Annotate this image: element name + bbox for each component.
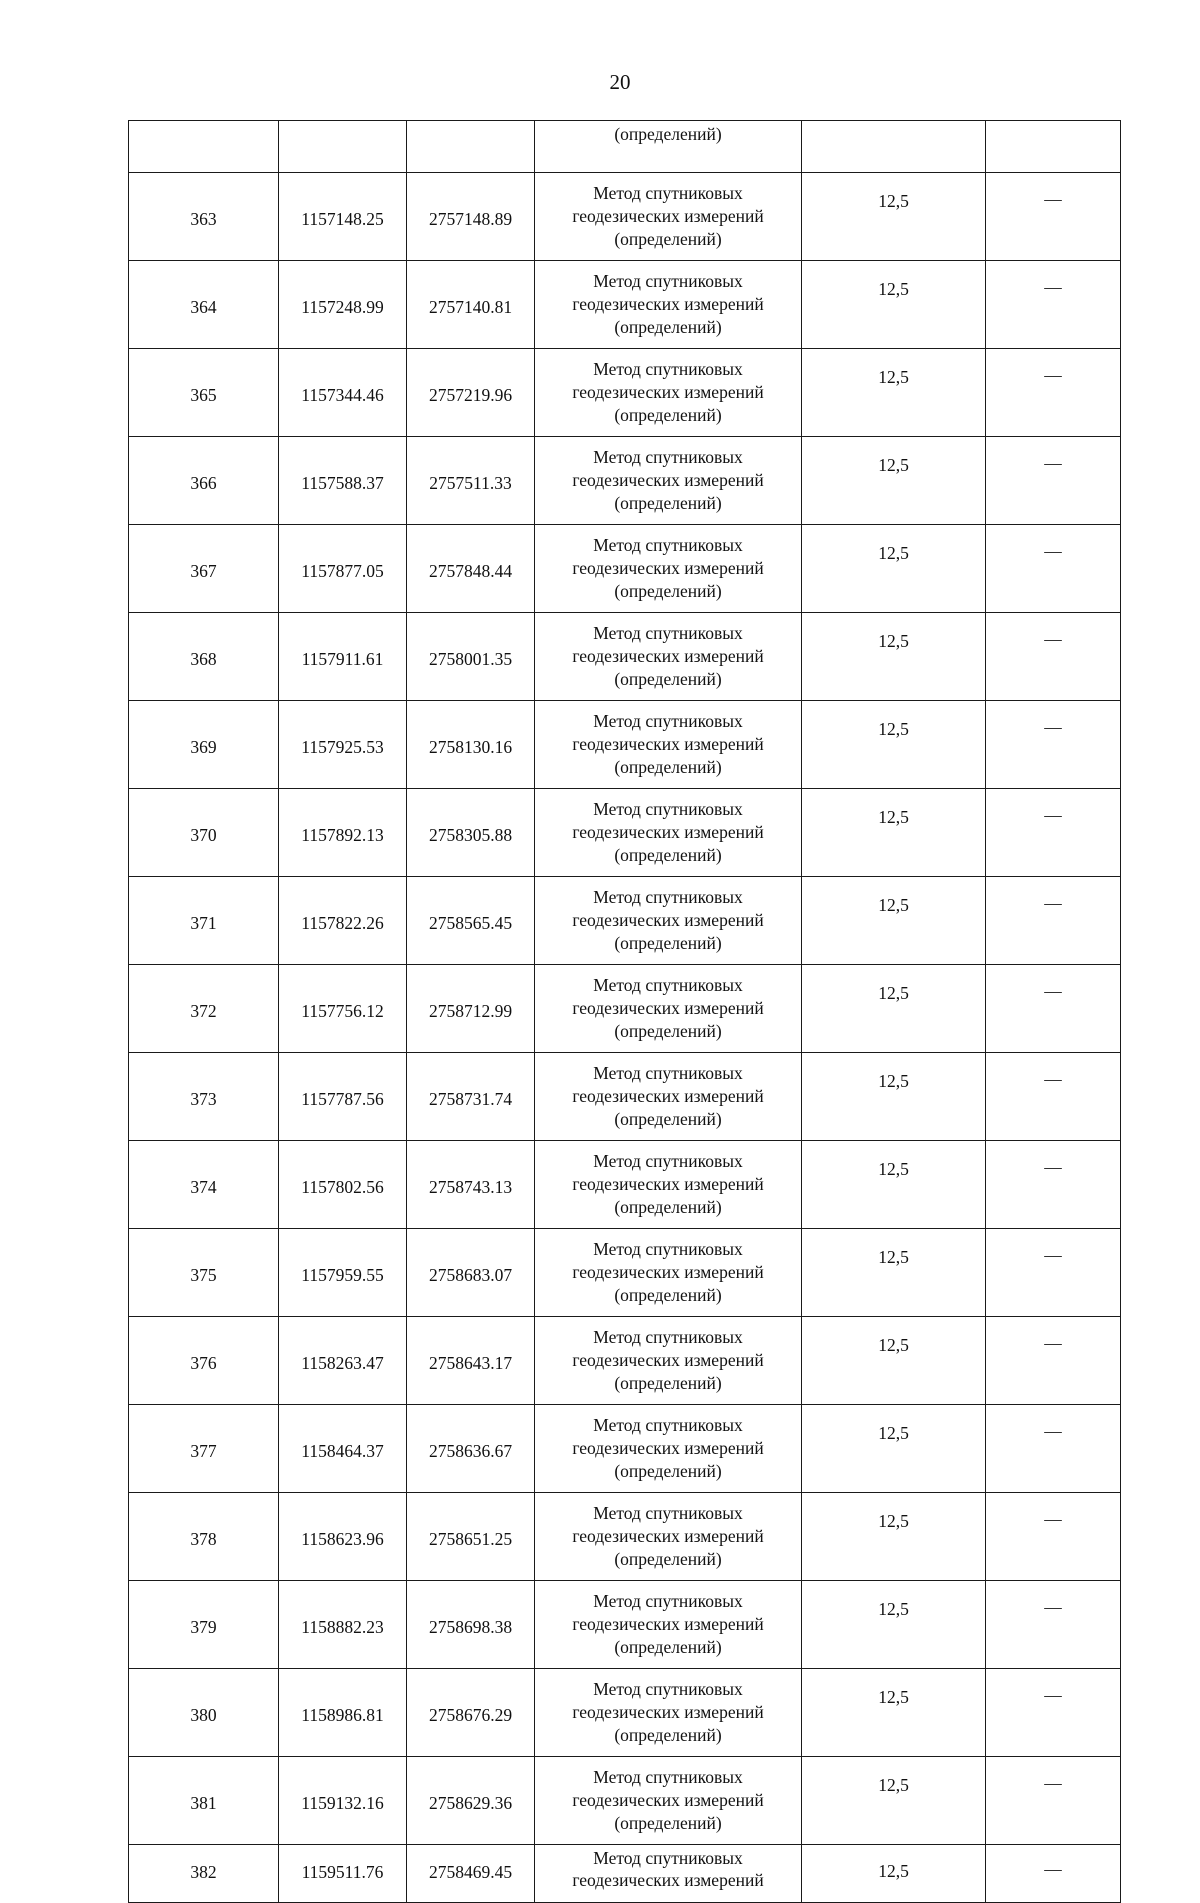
method-line: Метод спутниковых [593, 1591, 743, 1611]
point-number-cell: 382 [129, 1845, 279, 1903]
y-coordinate-cell: 2758001.35 [407, 613, 535, 701]
method-line: геодезических измерений [572, 558, 764, 578]
method-cell [535, 1845, 802, 1903]
method-line: Метод спутниковых [593, 1151, 743, 1171]
method-line: геодезических измерений [572, 1870, 764, 1890]
y-coordinate-cell: 2758731.74 [407, 1053, 535, 1141]
note-cell: — [986, 789, 1121, 877]
y-coordinate-cell: 2758683.07 [407, 1229, 535, 1317]
point-number-cell: 367 [129, 525, 279, 613]
method-cell [535, 349, 802, 437]
method-line: геодезических измерений [572, 1790, 764, 1810]
note-cell: — [986, 1581, 1121, 1669]
accuracy-cell: 12,5 [802, 437, 986, 525]
table-row [129, 525, 1121, 613]
method-cell [535, 1317, 802, 1405]
method-line: Метод спутниковых [593, 1239, 743, 1259]
accuracy-cell: 12,5 [802, 877, 986, 965]
method-line: геодезических измерений [572, 1526, 764, 1546]
method-line: Метод спутниковых [593, 1503, 743, 1523]
method-cell [535, 437, 802, 525]
method-cell [535, 965, 802, 1053]
method-line: (определений) [614, 1109, 722, 1129]
table-row [129, 965, 1121, 1053]
point-number-cell: 366 [129, 437, 279, 525]
point-number-cell: 380 [129, 1669, 279, 1757]
note-cell: — [986, 525, 1121, 613]
method-line: (определений) [614, 1637, 722, 1657]
note-cell: — [986, 1405, 1121, 1493]
table-row [129, 701, 1121, 789]
y-coordinate-cell: 2758698.38 [407, 1581, 535, 1669]
x-coordinate-cell: 1157925.53 [279, 701, 407, 789]
method-line: (определений) [614, 317, 722, 337]
coordinates-table [128, 120, 1121, 1903]
method-cell [535, 789, 802, 877]
method-line: (определений) [614, 757, 722, 777]
point-number-cell: 381 [129, 1757, 279, 1845]
table-row [129, 1141, 1121, 1229]
accuracy-cell: 12,5 [802, 1581, 986, 1669]
method-line: Метод спутниковых [593, 447, 743, 467]
table-row [129, 349, 1121, 437]
method-line: (определений) [614, 1021, 722, 1041]
method-line: геодезических измерений [572, 470, 764, 490]
point-number-cell: 378 [129, 1493, 279, 1581]
method-line: геодезических измерений [572, 822, 764, 842]
accuracy-cell: 12,5 [802, 173, 986, 261]
point-number-cell: 377 [129, 1405, 279, 1493]
point-number-cell: 379 [129, 1581, 279, 1669]
x-coordinate-cell: 1157802.56 [279, 1141, 407, 1229]
continued-row [129, 121, 1121, 173]
table-row [129, 1581, 1121, 1669]
method-cell [535, 1581, 802, 1669]
x-coordinate-cell: 1157756.12 [279, 965, 407, 1053]
method-cell [535, 1405, 802, 1493]
method-line: геодезических измерений [572, 1702, 764, 1722]
table-row [129, 613, 1121, 701]
method-line: (определений) [614, 1549, 722, 1569]
method-line: Метод спутниковых [593, 799, 743, 819]
note-cell: — [986, 437, 1121, 525]
table-row [129, 1493, 1121, 1581]
method-line: геодезических измерений [572, 1174, 764, 1194]
y-coordinate-cell: 2758565.45 [407, 877, 535, 965]
method-cell [535, 1757, 802, 1845]
method-line: (определений) [614, 493, 722, 513]
y-coordinate-cell: 2758643.17 [407, 1317, 535, 1405]
x-coordinate-cell: 1157148.25 [279, 173, 407, 261]
method-cell [535, 1229, 802, 1317]
accuracy-cell: 12,5 [802, 1053, 986, 1141]
x-coordinate-cell: 1157248.99 [279, 261, 407, 349]
method-line: (определений) [614, 845, 722, 865]
note-cell: — [986, 1757, 1121, 1845]
note-cell: — [986, 349, 1121, 437]
y-coordinate-cell: 2757511.33 [407, 437, 535, 525]
method-line: (определений) [614, 1373, 722, 1393]
point-number-cell: 363 [129, 173, 279, 261]
method-cell [535, 877, 802, 965]
x-coordinate-cell: 1157588.37 [279, 437, 407, 525]
note-cell: — [986, 1669, 1121, 1757]
note-cell: — [986, 1141, 1121, 1229]
note-cell [986, 121, 1121, 173]
point-number-cell: 365 [129, 349, 279, 437]
x-coordinate-cell: 1158986.81 [279, 1669, 407, 1757]
point-number-cell: 369 [129, 701, 279, 789]
note-cell: — [986, 1317, 1121, 1405]
method-line: (определений) [614, 1461, 722, 1481]
method-cell [535, 173, 802, 261]
table-row [129, 1845, 1121, 1903]
note-cell: — [986, 1053, 1121, 1141]
note-cell: — [986, 701, 1121, 789]
note-cell: — [986, 173, 1121, 261]
point-number-cell: 370 [129, 789, 279, 877]
method-line: Метод спутниковых [593, 1327, 743, 1347]
method-line: (определений) [614, 933, 722, 953]
method-line: Метод спутниковых [593, 1415, 743, 1435]
table-row [129, 1229, 1121, 1317]
accuracy-cell: 12,5 [802, 789, 986, 877]
point-number-cell: 368 [129, 613, 279, 701]
method-line: геодезических измерений [572, 1350, 764, 1370]
method-line: Метод спутниковых [593, 1848, 743, 1868]
accuracy-cell: 12,5 [802, 1493, 986, 1581]
method-line: Метод спутниковых [593, 1679, 743, 1699]
method-cell: (определений) [535, 121, 802, 173]
y-coordinate-cell: 2758712.99 [407, 965, 535, 1053]
accuracy-cell: 12,5 [802, 1317, 986, 1405]
y-cell [407, 121, 535, 173]
y-coordinate-cell: 2757140.81 [407, 261, 535, 349]
accuracy-cell: 12,5 [802, 965, 986, 1053]
note-cell: — [986, 1493, 1121, 1581]
y-coordinate-cell: 2758636.67 [407, 1405, 535, 1493]
accuracy-cell: 12,5 [802, 349, 986, 437]
method-cell [535, 1141, 802, 1229]
method-line: геодезических измерений [572, 1614, 764, 1634]
method-line: Метод спутниковых [593, 1063, 743, 1083]
method-line: геодезических измерений [572, 1086, 764, 1106]
table-row [129, 1669, 1121, 1757]
method-line: Метод спутниковых [593, 183, 743, 203]
x-coordinate-cell: 1157822.26 [279, 877, 407, 965]
table-row [129, 877, 1121, 965]
point-cell [129, 121, 279, 173]
table-row [129, 789, 1121, 877]
x-coordinate-cell: 1158623.96 [279, 1493, 407, 1581]
method-line: Метод спутниковых [593, 271, 743, 291]
table-row [129, 1053, 1121, 1141]
x-coordinate-cell: 1157877.05 [279, 525, 407, 613]
note-cell: — [986, 613, 1121, 701]
x-coordinate-cell: 1158464.37 [279, 1405, 407, 1493]
table-row [129, 261, 1121, 349]
x-cell [279, 121, 407, 173]
method-cell [535, 1053, 802, 1141]
point-number-cell: 375 [129, 1229, 279, 1317]
accuracy-cell: 12,5 [802, 1229, 986, 1317]
method-line: (определений) [614, 1725, 722, 1745]
table-row [129, 437, 1121, 525]
method-line: геодезических измерений [572, 1438, 764, 1458]
method-line: Метод спутниковых [593, 535, 743, 555]
x-coordinate-cell: 1157344.46 [279, 349, 407, 437]
x-coordinate-cell: 1158263.47 [279, 1317, 407, 1405]
accuracy-cell: 12,5 [802, 701, 986, 789]
x-coordinate-cell: 1157787.56 [279, 1053, 407, 1141]
method-line: (определений) [614, 1285, 722, 1305]
accuracy-cell: 12,5 [802, 261, 986, 349]
error-cell [802, 121, 986, 173]
y-coordinate-cell: 2757219.96 [407, 349, 535, 437]
method-line: (определений) [614, 1197, 722, 1217]
x-coordinate-cell: 1157959.55 [279, 1229, 407, 1317]
x-coordinate-cell: 1159132.16 [279, 1757, 407, 1845]
table-row [129, 1317, 1121, 1405]
point-number-cell: 371 [129, 877, 279, 965]
x-coordinate-cell: 1157892.13 [279, 789, 407, 877]
accuracy-cell: 12,5 [802, 1757, 986, 1845]
method-line: (определений) [614, 1813, 722, 1833]
y-coordinate-cell: 2758743.13 [407, 1141, 535, 1229]
y-coordinate-cell: 2758651.25 [407, 1493, 535, 1581]
method-line: геодезических измерений [572, 998, 764, 1018]
method-line: (определений) [614, 405, 722, 425]
accuracy-cell: 12,5 [802, 1669, 986, 1757]
method-line: Метод спутниковых [593, 359, 743, 379]
y-coordinate-cell: 2758305.88 [407, 789, 535, 877]
y-coordinate-cell: 2758469.45 [407, 1845, 535, 1903]
y-coordinate-cell: 2758676.29 [407, 1669, 535, 1757]
table-row [129, 1405, 1121, 1493]
method-line: геодезических измерений [572, 382, 764, 402]
method-line: Метод спутниковых [593, 887, 743, 907]
point-number-cell: 373 [129, 1053, 279, 1141]
method-line: Метод спутниковых [593, 1767, 743, 1787]
note-cell: — [986, 1845, 1121, 1903]
accuracy-cell: 12,5 [802, 1405, 986, 1493]
method-line: геодезических измерений [572, 294, 764, 314]
method-cell [535, 1493, 802, 1581]
method-line: (определений) [614, 669, 722, 689]
method-line: геодезических измерений [572, 646, 764, 666]
x-coordinate-cell: 1158882.23 [279, 1581, 407, 1669]
method-line: геодезических измерений [572, 206, 764, 226]
page-number: 20 [609, 70, 631, 94]
x-coordinate-cell: 1157911.61 [279, 613, 407, 701]
accuracy-cell: 12,5 [802, 525, 986, 613]
note-cell: — [986, 965, 1121, 1053]
method-line: геодезических измерений [572, 910, 764, 930]
method-line: Метод спутниковых [593, 711, 743, 731]
method-line: Метод спутниковых [593, 975, 743, 995]
method-line: геодезических измерений [572, 1262, 764, 1282]
point-number-cell: 364 [129, 261, 279, 349]
table-row [129, 173, 1121, 261]
note-cell: — [986, 261, 1121, 349]
coordinates-table-container [128, 120, 1120, 1903]
table-row [129, 1757, 1121, 1845]
point-number-cell: 374 [129, 1141, 279, 1229]
method-cell [535, 613, 802, 701]
method-line: Метод спутниковых [593, 623, 743, 643]
method-cell [535, 525, 802, 613]
note-cell: — [986, 1229, 1121, 1317]
method-line: (определений) [614, 581, 722, 601]
note-cell: — [986, 877, 1121, 965]
accuracy-cell: 12,5 [802, 1845, 986, 1903]
accuracy-cell: 12,5 [802, 613, 986, 701]
point-number-cell: 376 [129, 1317, 279, 1405]
y-coordinate-cell: 2758130.16 [407, 701, 535, 789]
coordinates-table-body [129, 121, 1121, 1903]
y-coordinate-cell: 2758629.36 [407, 1757, 535, 1845]
x-coordinate-cell: 1159511.76 [279, 1845, 407, 1903]
y-coordinate-cell: 2757848.44 [407, 525, 535, 613]
y-coordinate-cell: 2757148.89 [407, 173, 535, 261]
method-line: (определений) [614, 229, 722, 249]
method-line: геодезических измерений [572, 734, 764, 754]
method-cell [535, 261, 802, 349]
method-cell [535, 1669, 802, 1757]
accuracy-cell: 12,5 [802, 1141, 986, 1229]
point-number-cell: 372 [129, 965, 279, 1053]
method-cell [535, 701, 802, 789]
